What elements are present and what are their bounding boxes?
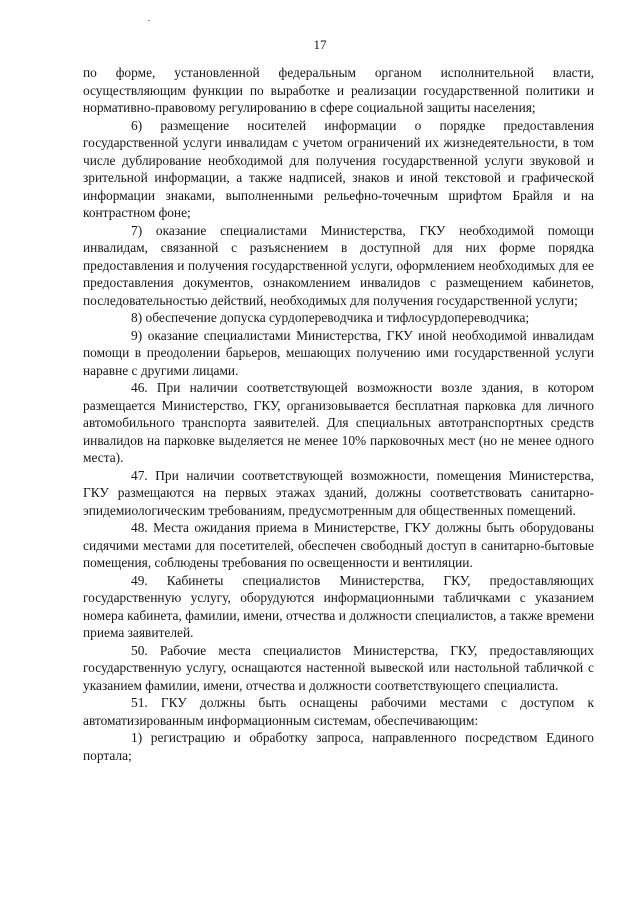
- document-body: [83, 64, 594, 764]
- paragraph-item-8: 8) обеспечение допуска сурдопереводчика и тифлосурдопереводчика;: [131, 310, 530, 325]
- paragraph-continuation: по форме, установленной федеральным органом исполнительной власти, осуществляющим функции по выработке и реализации государственной политики и нормативно-правовому регулированию в сфере социальной защиты населения;: [83, 65, 594, 115]
- paragraph-46: 46. При наличии соответствующей возможности возле здания, в котором размещается Министерство, ГКУ, организовывается бесплатная парковка для личного автомобильного транспорта заявителей. Для специальных автотранспортных средств инвалидов на парковке выделяется не менее 10% парковочных мест (но не менее одного места).: [83, 380, 594, 465]
- paragraph-51: 51. ГКУ должны быть оснащены рабочими местами с доступом к автоматизированным информационным системам, обеспечивающим:: [83, 695, 594, 728]
- paragraph-item-6: 6) размещение носителей информации о порядке предоставления государственной услуги инвалидам с учетом ограничений их жизнедеятельности, в том числе дублирование необходимой для получения государственной услуги звуковой и зрительной информации, а также надписей, знаков и иной текстовой и графической информации знаками, выполненными рельефно-точечным шрифтом Брайля и на контрастном фоне;: [83, 117, 594, 220]
- paragraph-51-item-1: 1) регистрацию и обработку запроса, направленного посредством Единого портала;: [83, 730, 594, 763]
- paragraph-item-7: 7) оказание специалистами Министерства, ГКУ необходимой помощи инвалидам, связанной с разъяснением в доступной для них форме порядка предоставления и получения государственной услуги, оформлением необходимых для ее предоставления документов, ознакомлением инвалидов с размещением кабинетов, последовательностью действий, необходимых для получения государственной услуги;: [83, 222, 594, 308]
- paragraph-49: 49. Кабинеты специалистов Министерства, ГКУ, предоставляющих государственную услугу, оборудуются информационными табличками с указанием номера кабинета, фамилии, имени, отчества и должности специалистов, а также времени приема заявителей.: [83, 572, 594, 640]
- paragraph-47: 47. При наличии соответствующей возможности, помещения Министерства, ГКУ размещаются на первых этажах зданий, должны соответствовать санитарно-эпидемиологическим требованиям, предусмотренным для общественных помещений.: [83, 467, 594, 518]
- paragraph-50: 50. Рабочие места специалистов Министерства, ГКУ, предоставляющих государственную услугу, оснащаются настенной вывеской или настольной табличкой с указанием фамилии, имени, отчества и должности соответствующего специалиста.: [83, 642, 594, 693]
- page-number: 17: [313, 37, 327, 52]
- scan-speck: [148, 20, 150, 21]
- paragraph-item-9: 9) оказание специалистами Министерства, ГКУ иной необходимой инвалидам помощи в преодолении барьеров, мешающих получению ими государственной услуги наравне с другими лицами.: [83, 327, 594, 378]
- paragraph-48: 48. Места ожидания приема в Министерстве, ГКУ должны быть оборудованы сидячими местами для посетителей, обеспечен свободный доступ в санитарно-бытовые помещения, соблюдены требования по освещенности и вентиляции.: [83, 520, 594, 570]
